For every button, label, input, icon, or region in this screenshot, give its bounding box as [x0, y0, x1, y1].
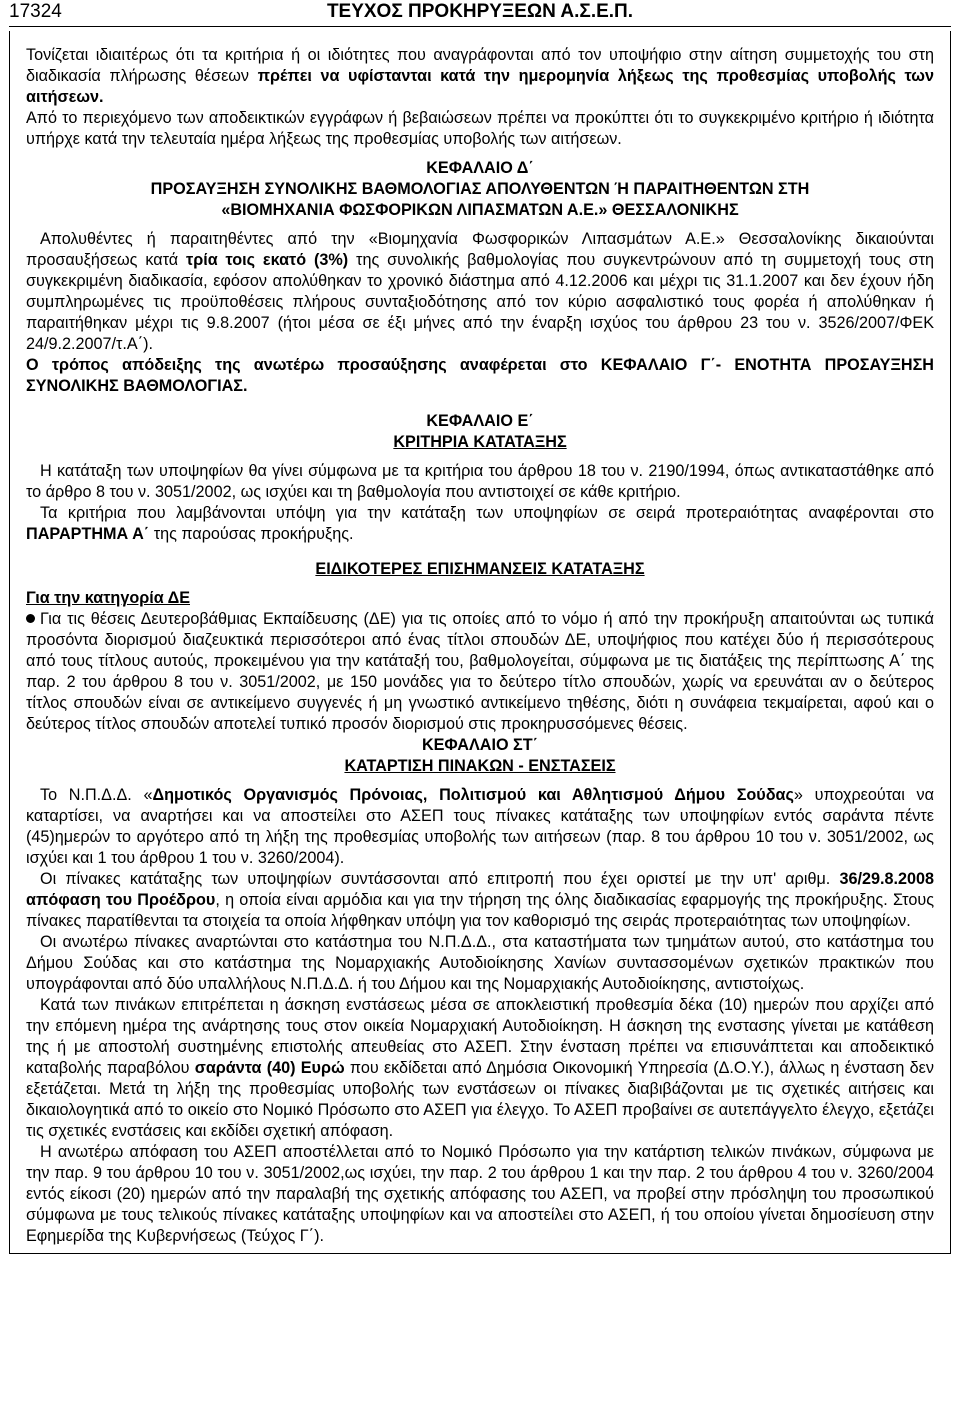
category-heading: Για την κατηγορία ΔΕ	[26, 589, 190, 607]
chapter-st-paragraph-2: Οι πίνακες κατάταξης των υποψηφίων συντάσσονται από επιτροπή που έχει οριστεί με την υπ' αριθμ. 36/29.8.2008 απόφαση του Προέδρου, η οποία είναι αρμόδια και για την τήρηση της όλης διαδικασίας εφαρμογής της προκήρυξης. Στους πίνακες παρατίθενται τα στοιχεία τα οποία λήφθηκαν υπόψη για τον καθορισμό της σειράς προτεραιότητας των υποψηφίων.	[26, 870, 934, 930]
chapter-st-paragraph-3: Οι ανωτέρω πίνακες αναρτώνται στο κατάστημα του Ν.Π.Δ.Δ., στα καταστήματα των τμημάτων αυτού, στο κατάστημα του Δήμου Σούδας και στο κατάστημα της Νομαρχιακής Αυτοδιοίκησης Χανίων συντασσομένων σχετικών πρακτικών που υπογράφονται από δύο υπαλλήλους Ν.Π.Δ.Δ. ή του Δήμου και της Νομαρχιακής Αυτοδιοίκησης, αντιστοίχως.	[26, 933, 934, 993]
page-header	[9, 0, 951, 27]
chapter-d-subheading-1: ΠΡΟΣΑΥΞΗΣΗ ΣΥΝΟΛΙΚΗΣ ΒΑΘΜΟΛΟΓΙΑΣ ΑΠΟΛΥΘΕΝΤΩΝ Ή ΠΑΡΑΙΤΗΘΕΝΤΩΝ ΣΤΗ	[150, 180, 810, 198]
chapter-d-paragraph-2: Ο τρόπος απόδειξης της ανωτέρω προσαύξησης αναφέρεται στο ΚΕΦΑΛΑΙΟ Γ΄- ΕΝΟΤΗΤΑ ΠΡΟΣΑΥΞΗΣΗ ΣΥΝΟΛΙΚΗΣ ΒΑΘΜΟΛΟΓΙΑΣ.	[26, 356, 934, 395]
page-number: 17324	[9, 1, 62, 22]
chapter-st-subheading: ΚΑΤΑΡΤΙΣΗ ΠΙΝΑΚΩΝ - ΕΝΣΤΑΣΕΙΣ	[344, 757, 616, 775]
chapter-st-paragraph-5: Η ανωτέρω απόφαση του ΑΣΕΠ αποστέλλεται από το Νομικό Πρόσωπο για την κατάρτιση τελικών πινάκων, σύμφωνα με την παρ. 9 του άρθρου 10 του ν. 3051/2002,ως ισχύει, την παρ. 2 του άρθρου 1 και την παρ. 2 του άρθρου 4 του ν. 3260/2004 εντός είκοσι (20) ημερών από την παραλαβή της σχετικής απόφασης του ΑΣΕΠ, να προβεί στην πρόσληψη του προσωπικού σύμφωνα με τους τελικούς πίνακες κατάταξης υποψηφίων και να αποστείλει στο ΑΣΕΠ, ή του οποίου γίνεται δημοσίευση στην Εφημερίδα της Κυβερνήσεως (Τεύχος Γ΄).	[26, 1143, 934, 1245]
chapter-e-heading: ΚΕΦΑΛΑΙΟ Ε΄	[426, 412, 534, 430]
bullet-icon	[26, 614, 35, 623]
chapter-st-paragraph-1: Το Ν.Π.Δ.Δ. «Δημοτικός Οργανισμός Πρόνοιας, Πολιτισμού και Αθλητισμού Δήμου Σούδας» υποχρεούται να καταρτίσει, να αναρτήσει και να αποστείλει στο ΑΣΕΠ τους πίνακες κατάταξης των υποψηφίων εντός σαράντα πέντε (45)ημερών το αργότερο από τη λήξη της προθεσμίας υποβολής των αιτήσεων (παρ. 8 του άρθρου 10 του ν. 3051/2002, ως ισχύει και 1 του άρθρου 1 του ν. 3260/2004).	[26, 786, 934, 867]
chapter-e-subheading: ΚΡΙΤΗΡΙΑ ΚΑΤΑΤΑΞΗΣ	[393, 433, 567, 451]
intro-paragraph-1: Τονίζεται ιδιαιτέρως ότι τα κριτήρια ή οι ιδιότητες που αναγράφονται από τον υποψήφιο στην αίτηση συμμετοχής του στη διαδικασία πλήρωσης θέσεων πρέπει να υφίστανται κατά την ημερομηνία λήξεως της προθεσμίας υποβολής των αιτήσεων.	[26, 46, 934, 106]
intro-box	[9, 31, 951, 1254]
chapter-d-paragraph-1: Απολυθέντες ή παραιτηθέντες από την «Βιομηχανία Φωσφορικών Λιπασμάτων Α.Ε.» Θεσσαλονίκης δικαιούνται προσαυξήσεως κατά τρία τοις εκατό (3%) της συνολικής βαθμολογίας που συγκεντρώνουν από τη συμμετοχή τους στη συγκεκριμένη διαδικασία, εφόσον απολύθηκαν το χρονικό διάστημα από 4.12.2006 και μέχρι τις 31.1.2007 και δεν έχουν ήδη συμπληρωμένες τις προϋποθέσεις πλήρους συνταξιοδότησης από τον κύριο ασφαλιστικό τους φορέα ή απολύθηκαν ή παραιτήθηκαν μέχρι τις 9.8.2007 (ήτοι μέσα σε έξι μήνες από την έναρξη ισχύος του άρθρου 23 του ν. 3526/2007/ΦΕΚ 24/9.2.2007/τ.Α΄).	[26, 230, 934, 353]
intro-paragraph-2: Από το περιεχόμενο των αποδεικτικών εγγράφων ή βεβαιώσεων πρέπει να προκύπτει ότι το συγκεκριμένο κριτήριο ή ιδιότητα υπήρχε κατά την τελευταία ημέρα λήξεως της προθεσμίας υποβολής των αιτήσεων.	[26, 109, 934, 148]
chapter-e-paragraph-1: Η κατάταξη των υποψηφίων θα γίνει σύμφωνα με τα κριτήρια του άρθρου 18 του ν. 2190/1994, όπως αντικαταστάθηκε από το άρθρο 8 του ν. 3051/2002, ως ισχύει και τη βαθμολογία που αντιστοιχεί σε κάθε κριτήριο.	[26, 462, 934, 501]
chapter-st-paragraph-4: Κατά των πινάκων επιτρέπεται η άσκηση ενστάσεως μέσα σε αποκλειστική προθεσμία δέκα (10) ημερών που αρχίζει από την επόμενη ημέρα της ανάρτησης τους στον οικεία Νομαρχιακή Αυτοδιοίκηση. Η άσκηση της ενστασης γίνεται με κατάθεση της ή με αποστολή συστημένης επιστολής απευθείας στο ΑΣΕΠ. Στην ένσταση πρέπει να επισυνάπτεται και αποδεικτικό καταβολής παραβόλου σαράντα (40) Ευρώ που εκδίδεται από Δημόσια Οικονομική Υπηρεσία (Δ.Ο.Υ.), άλλως η ένσταση δεν εξετάζεται. Μετά τη λήξη της προθεσμίας υποβολής των ενστάσεων οι πίνακες διαβιβάζονται με τις σχετικές αιτήσεις και δικαιολογητικά από το οικείο στο Νομικό Πρόσωπο στο ΑΣΕΠ για έλεγχο. Το ΑΣΕΠ προβαίνει σε αυτεπάγγελτο έλεγχο, εξετάζει τις σχετικές ενστάσεις και εκδίδει σχετική απόφαση.	[26, 996, 934, 1140]
chapter-d-subheading-2: «ΒΙΟΜΗΧΑΝΙΑ ΦΩΣΦΟΡΙΚΩΝ ΛΙΠΑΣΜΑΤΩΝ Α.Ε.» ΘΕΣΣΑΛΟΝΙΚΗΣ	[221, 201, 739, 219]
issue-title: ΤΕΥΧΟΣ ΠΡΟΚΗΡΥΞΕΩΝ Α.Σ.Ε.Π.	[326, 1, 634, 22]
special-remarks-heading: ΕΙΔΙΚΟΤΕΡΕΣ ΕΠΙΣΗΜΑΝΣΕΙΣ ΚΑΤΑΤΑΞΗΣ	[315, 560, 645, 578]
chapter-d-heading: ΚΕΦΑΛΑΙΟ Δ΄	[426, 159, 534, 177]
chapter-st-heading: ΚΕΦΑΛΑΙΟ ΣΤ΄	[421, 736, 539, 754]
chapter-e-paragraph-2: Τα κριτήρια που λαμβάνονται υπόψη για την κατάταξη των υποψηφίων σε σειρά προτεραιότητας αναφέρονται στο ΠΑΡΑΡΤΗΜΑ Α΄ της παρούσας προκήρυξης.	[26, 504, 934, 543]
bullet-paragraph: Για τις θέσεις Δευτεροβάθμιας Εκπαίδευσης (ΔΕ) για τις οποίες από το νόμο ή από την προκήρυξη απαιτούνται ως τυπικά προσόντα διορισμού διαζευκτικά περισσότεροι από ένας τίτλοι σπουδών ΔΕ, υποψήφιος που κατέχει δύο ή περισσότερους από τους τίτλους αυτούς, προκειμένου για την κατάταξή του, βαθμολογείται, σύμφωνα με τις διατάξεις της περίπτωσης Α΄ της παρ. 2 του άρθρου 8 του ν. 3051/2002, με 150 μονάδες για το δεύτερο τίτλο σπουδών, χωρίς να ερευνάται αν ο δεύτερος τίτλος σπουδών είναι σε αντικείμενο συγγενές ή μη γνωστικό αντικείμενο τηθέσης, διότι η συνάφεια τεκμαίρεται, αφού και ο δεύτερος τίτλος σπουδών αποτελεί τυπικό προσόν διορισμού στις προκηρυσσόμενες θέσεις.	[26, 610, 934, 733]
